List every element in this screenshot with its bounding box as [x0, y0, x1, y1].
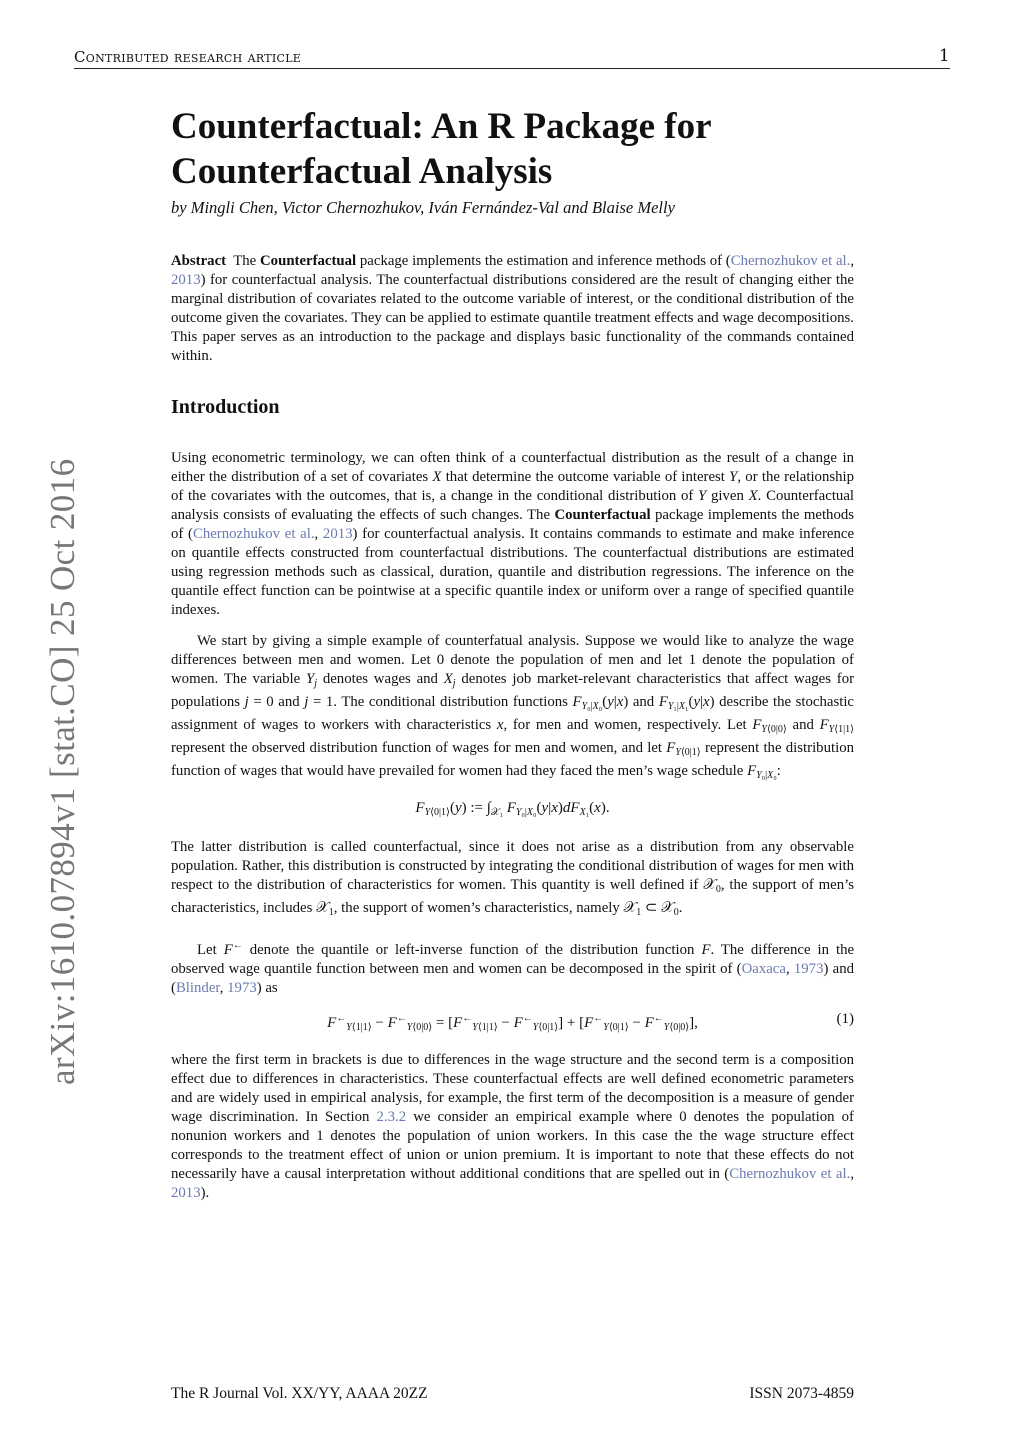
citation-year-link[interactable]: 1973: [227, 980, 257, 996]
page-number: 1: [938, 46, 950, 66]
text: . The difference in the observed wage quantile function between men and women can be decomposed in the spirit of (: [171, 942, 855, 977]
citation-link[interactable]: Chernozhukov et al.: [729, 1166, 851, 1182]
abstract: Abstract The Counterfactual package implements the estimation and inference methods of (Chernozhukov et al., 2013) for counterfactual analysis. The counterfactual distributions considered are the result of changing either the marginal distribution of covariates related to the outcome variable of interest, or the conditional distribution of the outcome given the covariates. They can be applied to estimate quantile treatment effects and wage decompositions. This paper serves as an introduction to the package and displays basic functionality of the commands contained within.: [171, 253, 855, 364]
text: we consider an empirical example where 0 denotes the population of nonunion workers and 1 denotes the population of union workers. In this case the the wage structure effect corresponds to the treatment effect of union or union premium. It is important to note that these effects do not necessarily have a causal interpretation without additional conditions that are spelled out in (: [171, 1109, 854, 1182]
text: ).: [200, 1185, 210, 1201]
citation-link[interactable]: Chernozhukov et al.: [192, 526, 315, 542]
text: and: [792, 717, 814, 733]
package-name: Counterfactual: [554, 507, 651, 523]
article-body: [171, 104, 854, 1203]
title-line-2: Counterfactual Analysis: [171, 151, 553, 192]
equation-number: (1): [836, 1011, 854, 1027]
text: ) for counterfactual analysis. It contains commands to estimate and make inference on quantile effects constructed from counterfactual distributions. The counterfactual distributions are estimated using regression methods such as classical, duration, quantile and distribution regressions. The inference on the quantile effect function can be pointwise at a specific quantile index or uniform over a range of specified quantile indexes.: [171, 526, 855, 618]
text: ) as: [256, 980, 278, 996]
citation-link[interactable]: Blinder: [175, 980, 220, 996]
text: The latter distribution is called counterfactual, since it does not arise as a distribution from any observable population. Rather, this distribution is constructed by integrating the conditional distribution of wages for men with respect to the distribution of characteristics for women. This quantity is well defined if: [171, 839, 854, 893]
citation-year-link[interactable]: 2013: [171, 1185, 201, 1201]
text: and: [278, 694, 300, 710]
text: . Counterfactual analysis consists of evaluating the effects of such changes. The: [171, 488, 855, 523]
text: represent the observed distribution function of wages for men and women, and let: [171, 740, 663, 756]
intro-paragraph-2: We start by giving a simple example of counterfatual analysis. Suppose we would like to analyze the wage differences between men and women. Let 0 denote the population of men and let 1 denote the population of women. The variable $Y_j$ denotes wages and $X_j$ denotes job market-relevant characteristics that affect wages for populations j = 0 and j = 1. The conditional distribution functions $F_{Y_0|X_0}(y|x)$ and $F_{Y_1|X_1}(y|x)$ describe the stochastic assignment of wages to workers with characteristics x, for men and women, respectively. Let $F_{Y⟨0|0⟩}$ and $F_{Y⟨1|1⟩}$ represent the observed distribution function of wages for men and women, and let $F_{Y⟨0|1⟩}$ represent the distribution function of wages that would have prevailed for women had they faced the men’s wage schedule $F_{Y_0|X_0}$:: [171, 633, 855, 781]
text: describe the stochastic assignment of wages to workers with characteristics: [171, 694, 855, 733]
intro-paragraph-5: where the first term in brackets is due to differences in the wage structure and the second term is a composition effect due to differences in characteristics. These counterfactual effects are well defined econometric parameters and are widely used in empirical analysis, for example, the first term of the decomposition is a measure of gender wage discrimination. In Section 2.3.2 we consider an empirical example where 0 denotes the population of nonunion workers and 1 denotes the population of union workers. In this case the the wage structure effect corresponds to the treatment effect of union or union premium. It is important to note that these effects do not necessarily have a causal interpretation without additional conditions that are spelled out in (Chernozhukov et al., 2013).: [171, 1052, 855, 1201]
abstract-label: Abstract: [171, 253, 227, 269]
text: . The conditional distribution functions: [333, 694, 568, 710]
text: We start by giving a simple example of counterfatual analysis. Suppose we would like to analyze the wage differences between men and women. Let 0 denote the population of men and let 1 denote the population of women. The variable: [171, 633, 854, 687]
equation-counterfactual: $F_{Y⟨0|1⟩}(y)$ := $\int_{𝒳_1}$ $F_{Y_0|X_0}(y|x)dF_{X_1}(x)$.: [415, 800, 610, 818]
text: where the first term in brackets is due to differences in the wage structure and the second term is a composition effect due to differences in characteristics. These counterfactual effects are well defined econometric parameters and are widely used in empirical analysis, for example, the first term of the decomposition is a measure of gender wage discrimination. In Section: [171, 1052, 854, 1125]
text: , the support of men’s characteristics, includes: [171, 877, 854, 916]
citation-year-link[interactable]: 2013: [322, 526, 353, 542]
intro-paragraph-3: The latter distribution is called counterfactual, since it does not arise as a distribution from any observable population. Rather, this distribution is constructed by integrating the conditional distribution of wages for men with respect to the distribution of characteristics for women. This quantity is well defined if 𝒳$_0$, the support of men’s characteristics, includes 𝒳$_1$, the support of women’s characteristics, namely 𝒳$_1$ ⊂ 𝒳$_0$.: [171, 839, 854, 918]
text: denotes wages and: [322, 671, 438, 687]
article-title: [171, 104, 854, 194]
text: package implements the methods of (: [171, 507, 855, 542]
text: denote the quantile or left-inverse function of the distribution function: [249, 942, 695, 958]
text: represent the distribution function of wages that would have prevailed for women had they faced the men’s wage schedule: [171, 740, 854, 779]
journal-info: The R Journal Vol. XX/YY, AAAA 20ZZ: [171, 1385, 428, 1402]
citation-link[interactable]: Oaxaca: [741, 961, 786, 977]
section-label: Contributed research article: [74, 48, 302, 66]
abstract-text: ) for counterfactual analysis. The counterfactual distributions considered are the result of changing either the marginal distribution of covariates related to the outcome variable of interest, or the conditional distribution of the outcome given the covariates. They can be applied to estimate quantile treatment effects and wage decompositions. This paper serves as an introduction to the package and displays basic functionality of the commands contained within.: [171, 272, 854, 364]
citation-link[interactable]: Chernozhukov et al.: [730, 253, 851, 269]
intro-paragraph-1: Using econometric terminology, we can often think of a counterfactual distribution as the result of a change in either the distribution of a set of covariates X that determine the outcome variable of interest Y, or the relationship of the covariates with the outcomes, that is, a change in the conditional distribution of Y given X. Counterfactual analysis consists of evaluating the effects of such changes. The Counterfactual package implements the methods of (Chernozhukov et al., 2013) for counterfactual analysis. It contains commands to estimate and make inference on quantile effects constructed from counterfactual distributions. The counterfactual distributions are estimated using regression methods such as classical, duration, quantile and distribution regressions. The inference on the quantile effect function can be pointwise at a specific quantile index or uniform over a range of specified quantile indexes.: [171, 450, 855, 618]
text: and: [632, 694, 655, 710]
text: , the support of women’s characteristics, namely: [333, 900, 620, 916]
text: ) and (: [171, 961, 854, 996]
section-heading-introduction: Introduction: [171, 396, 280, 418]
section-link[interactable]: 2.3.2: [376, 1109, 407, 1125]
citation-year-link[interactable]: 1973: [793, 961, 824, 977]
arxiv-stamp: arXiv:1610.07894v1 [stat.CO] 25 Oct 2016: [43, 458, 82, 1085]
author-byline: by Mingli Chen, Victor Chernozhukov, Iván Fernández-Val and Blaise Melly: [171, 198, 675, 217]
title-line-1: Counterfactual: An R Package for: [171, 106, 712, 147]
text: denotes job market-relevant characteristics that affect wages for populations: [171, 671, 855, 710]
package-name: Counterfactual: [260, 253, 357, 269]
citation-year-link[interactable]: 2013: [171, 272, 201, 288]
text: , for men and women, respectively. Let: [503, 717, 747, 733]
running-head: [74, 46, 950, 69]
text: given: [711, 488, 744, 504]
text: Using econometric terminology, we can often think of a counterfactual distribution as the result of a change in either the distribution of a set of covariates: [171, 450, 854, 485]
text: that determine the outcome variable of interest: [445, 469, 725, 485]
equation-decomposition: $F^\leftarrow_{Y⟨1|1⟩} - F^\leftarrow_{Y⟨0|0⟩} = [F^\leftarrow_{Y⟨1|1⟩} - F^\leftarrow_{Y⟨0|1⟩}] + [F^\leftarrow_{Y⟨0|1⟩} - F^\leftarrow_{Y⟨0|0⟩}]$, (1): [171, 1008, 854, 1039]
text: Let: [197, 942, 217, 958]
text: , or the relationship of the covariates with the outcomes, that is, a change in the conditional distribution of: [171, 469, 855, 504]
abstract-text: The: [233, 253, 257, 269]
intro-paragraph-4: Let F← denote the quantile or left-inverse function of the distribution function F. The difference in the observed wage quantile function between men and women can be decomposed in the spirit of (Oaxaca, 1973) and (Blinder, 1973) as: [171, 940, 855, 996]
issn: ISSN 2073-4859: [749, 1385, 854, 1402]
abstract-text: package implements the estimation and inference methods of (: [359, 253, 731, 269]
